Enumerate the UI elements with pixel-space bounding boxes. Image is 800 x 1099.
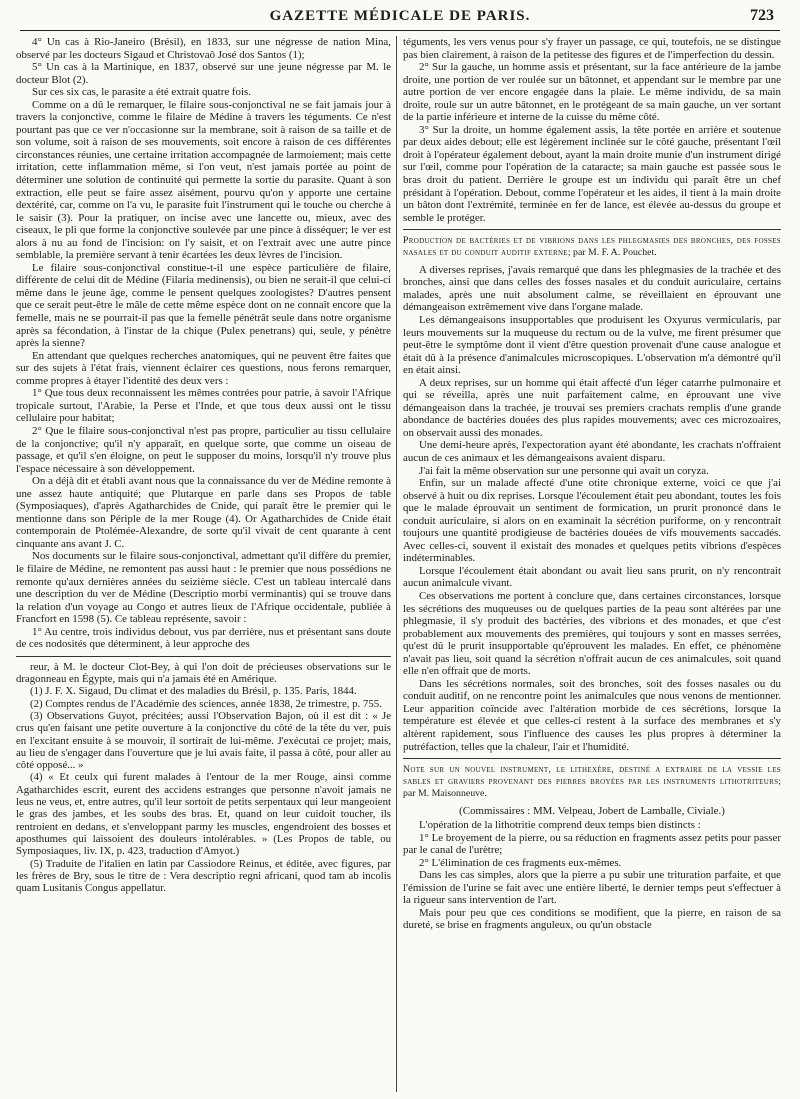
column-divider	[396, 36, 397, 1092]
paragraph: Ces observations me portent à conclure que, dans certaines circonstances, lorsque les sécrétions des muqueuses ou de quelques parties de la peau sont altérées par une phlegmasie, il s'y produit des bactéries, des vibrions et des monades, et que c'est probablement aux mouvements des premières, qui toujours y sont en masses serrées, qu'est dû le prurit insupportable qu'éprouvent les malades. En effet, ce phénomène n'avait pas lieu, soit quand la sécrétion n'offrait aucun de ces animalcules, soit quand elle n'en offrait que de morts.	[403, 590, 781, 678]
paragraph: Dans les cas simples, alors que la pierre a pu subir une trituration parfaite, et que l'émission de l'urine se fait avec une entière liberté, le dernier temps peut s'effectuer à la rigueur sans intervention de l'art.	[403, 869, 781, 907]
paragraph: On a déjà dit et établi avant nous que la connaissance du ver de Médine remonte à une assez haute antiquité; que Plutarque en parle dans ses Propos de table (Symposiaques), d'après Agatharchides de Cnide, qui paraît être le premier qui le mentionne dans son Périple de la mer Rouge (4). Or Agatharchides de Cnide était contemporain de Ptolémée-Alexandre, de sorte qu'il vivait de cent quarante à cent cinquante ans avant J. C.	[16, 475, 391, 550]
paragraph: Mais pour peu que ces conditions se modifient, que la pierre, en raison de sa dureté, se brise en fragments anguleux, ou qu'un obstacle	[403, 906, 781, 932]
article-author: ; par M. Maisonneuve.	[403, 775, 781, 799]
paragraph: 3° Sur la droite, un homme également assis, la tête portée en arrière et soutenue par deux aides debout; elle est légèrement inclinée sur le côté gauche, présentant l'œil droit à l'opérateur également debout, ayant la main droite munie d'un instrument dirigé sur l'œil, comme pour l'opération de la cataracte; sa main gauche est passée sous le bras droit du patient. Derrière le groupe est un individu qui paraît être un chef présidant à l'opération. Debout, comme l'opérateur et les aides, il tient à la main droite un bâton dont l'extrémité, terminée en fer de lance, est élevée au-dessus du groupe et semble le protéger.	[403, 123, 781, 224]
article-title	[403, 764, 781, 799]
right-column	[403, 36, 781, 1092]
article-title-text: Note sur un nouvel instrument, le lithexère, destiné a extraire de la vessie les sables et graviers provenant des pierres broyées par les instruments lithotriteurs	[403, 764, 781, 787]
footnote: (5) Traduite de l'italien en latin par Cassiodore Reinus, et éditée, avec figures, par les frères de Bry, sous le titre de : Vera descriptio regni africani, quod tam ab incolis quam Lusitanis Congus appellatur.	[16, 857, 391, 895]
footnote: (3) Observations Guyot, précitées; aussi l'Observation Bajon, où il est dit : « Je crus qu'en faisant une petite ouverture à la conjonctive du côté de la tête du ver, puis en l'excitant ensuite à se mouvoir, il sortirait de lui-même. J'exécutai ce projet; mais, au lieu de s'engager dans l'ouverture que je lui avais faite, il passa à côté, pour aller au côté opposé... »	[16, 709, 391, 772]
article-author: ; par M. F. A. Pouchet.	[567, 247, 657, 258]
paragraph: Comme on a dû le remarquer, le filaire sous-conjonctival ne se fait jamais jour à travers la conjonctive, comme le filaire de Médine à travers les téguments. Ce n'est pourtant pas que ce ver n'occasionne sur la membrane, soit à raison de sa taille et de son volume, soit à raison de ses mouvements, soit encore à raison de ces différentes circonstances réunies, une certaine irritation accompagnée de larmoiement; mais cette irritation, cette inflammation même, si l'on veut, n'est jamais portée au point de déterminer une solution de continuité qui permette la sortie du parasite. Quant à son extraction, elle peut se faire assez aisément, pourvu qu'on y apporte une certaine dextérité, car, comme on l'a vu, le parasite fuit l'instrument qui le touche ou cherche à le saisir (3). Pour la pratiquer, on incise avec une lancette ou, mieux, avec des ciseaux, le pli que forme la conjonctive soulevée par une pince à disséquer; le ver est alors à nu au fond de l'incision: on l'y saisit, et on l'extrait avec une autre pince semblable, la première servant à tenir écartées les deux lèvres de l'incision.	[16, 98, 391, 262]
paragraph: A deux reprises, sur un homme qui était affecté d'un léger catarrhe pulmonaire et qui se réveilla, après une nuit parfaitement calme, en éprouvant une vive démangeaison dans la trachée, je trouvai ses premiers crachats remplis d'une grande abondance de bactéries douées des plus rapides mouvements; avec ces microzoaires, on observait aussi des monades.	[403, 376, 781, 439]
paragraph: J'ai fait la même observation sur une personne qui avait un coryza.	[419, 464, 709, 477]
paragraph: Le filaire sous-conjonctival constitue-t-il une espèce particulière de filaire, différente de celui dit de Médine (Filaria medinensis), ou bien ne serait-il que celui-ci même dans le jeune âge, comme le pensent quelques zoologistes? D'autres pensent que ce serait peut-être le mâle de cette même espèce dont on ne connaît encore que la femelle, mais ne se pourrait-il pas que la femelle pénétrât seule dans notre organisme après sa fécondation, à l'instar de la chique (Pulex penetrans) qui, seule, y pénètre après la sienne?	[16, 261, 391, 350]
footnote: reur, à M. le docteur Clot-Bey, à qui l'on doit de précieuses observations sur le dragonneau en Égypte, mais qui n'a jamais été en Amérique.	[16, 660, 391, 686]
commissioners-line: (Commissaires : MM. Velpeau, Jobert de Lamballe, Civiale.)	[459, 804, 725, 817]
footnote: (4) « Et ceulx qui furent malades à l'entour de la mer Rouge, ainsi comme Agatharchides escrit, eurent des accidens estranges que personne n'avoit jamais ne leus ne veus, et, entre autres, qu'il leur sortoit de petits serpentaux qui leur mangeoient le gras des jambes, et les soubs des bras. Et, quand on leur cuidoit toucher, ils rentroient en dedans, et s'enveloppant parmy les muscles, engendroient des bosses et aposthumes qui laissoient des douleurs intolérables. » (Les Propos de table, ou Symposiaques, liv. IX, p. 423, traduction d'Amyot.)	[16, 771, 391, 858]
paragraph: 5° Un cas à la Martinique, en 1837, observé sur une jeune négresse par M. le docteur Blot (2).	[16, 61, 391, 86]
footnote: (2) Comptes rendus de l'Académie des sciences, année 1838, 2e trimestre, p. 755.	[30, 697, 382, 710]
paragraph: L'opération de la lithotritie comprend deux temps bien distincts :	[419, 819, 701, 832]
paragraph: Nos documents sur le filaire sous-conjonctival, admettant qu'il diffère du premier, le filaire de Médine, ne remontent pas aussi haut : le premier que nous possédions ne remonte qu'aux dernières années du seizième siècle. C'est un tableau intercalé dans une description du ver de Médine (Descriptio morbi verminantis) qui se trouve dans la relation d'un voyage au Congo et autres lieux de l'Afrique occidentale, publiée à Francfort en 1598 (5). Ce tableau représente, savoir :	[16, 550, 391, 626]
paragraph: En attendant que quelques recherches anatomiques, qui ne peuvent être faites que sur des sujets à l'état frais, viennent éclairer ces questions, nous ferons remarquer, comme propres à étayer l'identité des deux vers :	[16, 349, 391, 387]
journal-title: GAZETTE MÉDICALE DE PARIS.	[269, 8, 531, 24]
footnote-separator	[16, 656, 391, 657]
left-column	[16, 36, 391, 1092]
paragraph: Lorsque l'écoulement était abondant ou avait lieu sans prurit, on n'y rencontrait aucun animalcule vivant.	[403, 564, 781, 590]
footnotes	[16, 661, 391, 895]
paragraph: A diverses reprises, j'avais remarqué que dans les phlegmasies de la trachée et des bronches, ainsi que dans celles des fosses nasales et du conduit auriculaire, certains malades, après une nuit absolument calme, se réveillaient en éprouvant une démangeaison extrêmement vive dans l'organe malade.	[403, 263, 781, 314]
paragraph: 2° Sur la gauche, un homme assis et présentant, sur la face antérieure de la jambe droite, une portion de ver roulée sur un bâtonnet, et appendant sur le membre par une autre portion de ver encore engagée dans la plaie. Le même individu, de sa main droite, roule sur un autre bâtonnet, en le protégeant de sa main gauche, un ver sortant de la partie inférieure et interne de la cuisse du même côté.	[403, 61, 781, 124]
article-title-text: Production de bactéries et de vibrions dans les phlegmasies des bronches, des fosses nasales et du conduit auditif externe	[403, 235, 781, 258]
paragraph: Sur ces six cas, le parasite a été extrait quatre fois.	[32, 86, 251, 99]
paragraph: 2° Que le filaire sous-conjonctival n'est pas propre, particulier au tissu cellulaire de la conjonctive; qu'il n'y apparaît, en quelque sorte, que comme un oiseau de passage, et qu'il s'en éloigne, on peut le supposer du moins, lorsqu'il n'y trouve plus l'espace nécessaire à son développement.	[16, 424, 391, 475]
article-separator	[403, 229, 781, 230]
paragraph: 4° Un cas à Rio-Janeiro (Brésil), en 1833, sur une négresse de nation Mina, observé par les docteurs Sigaud et Christovaô José dos Santos (1);	[16, 36, 391, 61]
paragraph: Enfin, sur un malade affecté d'une otite chronique externe, voici ce que j'ai observé à huit ou dix reprises. Lorsque l'écoulement était peu abondant, toutes les fois que le malade éprouvait un sentiment de formication, un prurit prononcé dans le conduit auriculaire, si alors on en examinait la sécrétion puriforme, on y rencontrait toujours une quantité prodigieuse de bactéries douées de vifs mouvements saccadés. Avec celles-ci, souvent il existait des monades et quelques petits vibrions d'espèces indéterminables.	[403, 477, 781, 565]
list-item: 1° Le broyement de la pierre, ou sa réduction en fragments assez petits pour passer par le canal de l'urètre;	[403, 831, 781, 857]
paragraph: téguments, les vers venus pour s'y frayer un passage, ce qui, toutefois, ne se distingue pas bien clairement, à raison de la petitesse des figures et de l'imperfection du dessin.	[403, 36, 781, 61]
paragraph: Dans les sécrétions normales, soit des bronches, soit des fosses nasales ou du conduit auditif, on ne rencontre point les animalcules que nous venons de mentionner. Leur apparition coïncide avec l'altération morbide de ces sécrétions, lorsque la température est élevée et que celles-ci restent à la surface des membranes et s'y altèrent rapidement, sous l'influence des causes les plus propres à déterminer la putréfaction, telles que la chaleur, l'air et l'humidité.	[403, 677, 781, 753]
paragraph: Une demi-heure après, l'expectoration ayant été abondante, les crachats n'offraient aucun de ces animaux et les démangeaisons avaient disparu.	[403, 439, 781, 464]
paragraph: 1° Au centre, trois individus debout, vus par derrière, nus et présentant sans doute de ces nodosités que déterminent, à leur approche des	[16, 625, 391, 651]
article-separator	[403, 758, 781, 759]
paragraph: Les démangeaisons insupportables que produisent les Oxyurus vermicularis, par leurs mouvements sur la muqueuse du rectum ou de la vulve, me firent présumer que peut-être le symptôme dont il vient d'être question provenait d'une cause analogue et était dû à la présence d'animalcules microscopiques. L'observation m'a démontré qu'il en était ainsi.	[403, 313, 781, 377]
page-header	[20, 4, 780, 31]
footnote: (1) J. F. X. Sigaud, Du climat et des maladies du Brésil, p. 135. Paris, 1844.	[30, 685, 357, 698]
page-number: 723	[750, 7, 774, 24]
paragraph: 1° Que tous deux reconnaissent les mêmes contrées pour patrie, à savoir l'Afrique tropicale surtout, l'Arabie, la Perse et l'Inde, et que tous deux aussi ont le tissu cellulaire pour habitat;	[16, 387, 391, 425]
article-title	[403, 235, 781, 259]
list-item: 2° L'élimination de ces fragments eux-mêmes.	[419, 856, 622, 869]
